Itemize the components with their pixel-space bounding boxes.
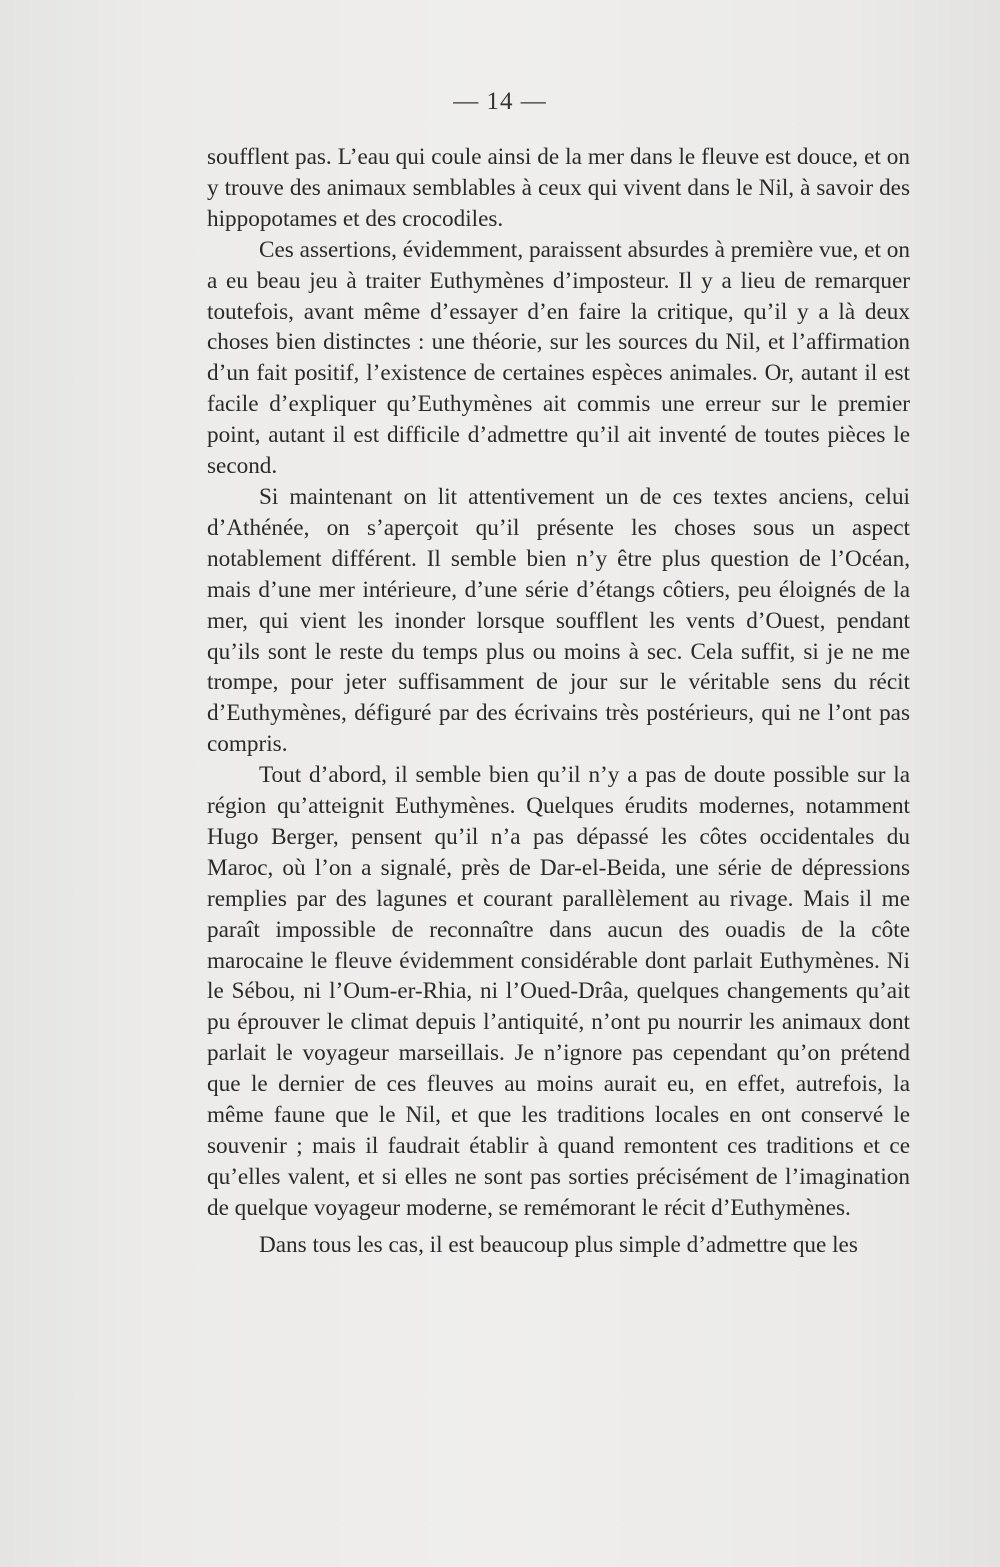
paragraph: Dans tous les cas, il est beaucoup plus simple d’admettre que les xyxy=(259,1231,858,1258)
page-number: — 14 — xyxy=(453,88,547,115)
paragraph: Si maintenant on lit attentivement un de ces textes anciens, celui d’Athénée, on s’aperçoit qu’il présente les choses sous un aspect notablement différent. Il semble bien n’y être plus question de l’Océan, mais d’une mer intérieure, d’une série d’étangs côtiers, peu éloignés de la mer, qui vient les inonder lorsque soufflent les vents d’Ouest, pendant qu’ils sont le reste du temps plus ou moins à sec. Cela suffit, si je ne me trompe, pour jeter suffisamment de jour sur le véritable sens du récit d’Euthymènes, défiguré par des écrivains très postérieurs, qui ne l’ont pas compris. xyxy=(207,483,910,758)
body-text xyxy=(207,142,910,1261)
paragraph: Ces assertions, évidemment, paraissent absurdes à première vue, et on a eu beau jeu à traiter Euthymènes d’imposteur. Il y a lieu de remarquer toutefois, avant même d’essayer d’en faire la critique, qu’il y a là deux choses bien distinctes : une théorie, sur les sources du Nil, et l’affirmation d’un fait positif, l’existence de certaines espèces animales. Or, autant il est facile d’expliquer qu’Euthymènes ait commis une erreur sur le premier point, autant il est difficile d’admettre qu’il ait inventé de toutes pièces le second. xyxy=(207,236,910,480)
paragraph: Tout d’abord, il semble bien qu’il n’y a pas de doute possible sur la région qu’atteignit Euthymènes. Quelques érudits modernes, notamment Hugo Berger, pensent qu’il n’a pas dépassé les côtes occidentales du Maroc, où l’on a signalé, près de Dar-el-Beida, une série de dépressions remplies par des lagunes et courant parallèlement au rivage. Mais il me paraît impossible de reconnaître dans aucun des ouadis de la côte marocaine le fleuve évidemment considérable dont parlait Euthymènes. Ni le Sébou, ni l’Oum-er-Rhia, ni l’Oued-Drâa, quelques changements qu’ait pu éprouver le climat depuis l’antiquité, n’ont pu nourrir les animaux dont parlait le voyageur marseillais. Je n’ignore pas cependant qu’on prétend que le dernier de ces fleuves au moins aurait eu, en effet, autrefois, la même faune que le Nil, et que les traditions locales en ont conservé le souvenir ; mais il faudrait établir à quand remontent ces traditions et ce qu’elles valent, et si elles ne sont pas sorties précisément de l’imagination de quelque voyageur moderne, se remémorant le récit d’Euthymènes. xyxy=(207,762,910,1221)
paragraph: soufflent pas. L’eau qui coule ainsi de la mer dans le fleuve est douce, et on y trouve des animaux semblables à ceux qui vivent dans le Nil, à savoir des hippopotames et des crocodiles. xyxy=(207,144,910,232)
